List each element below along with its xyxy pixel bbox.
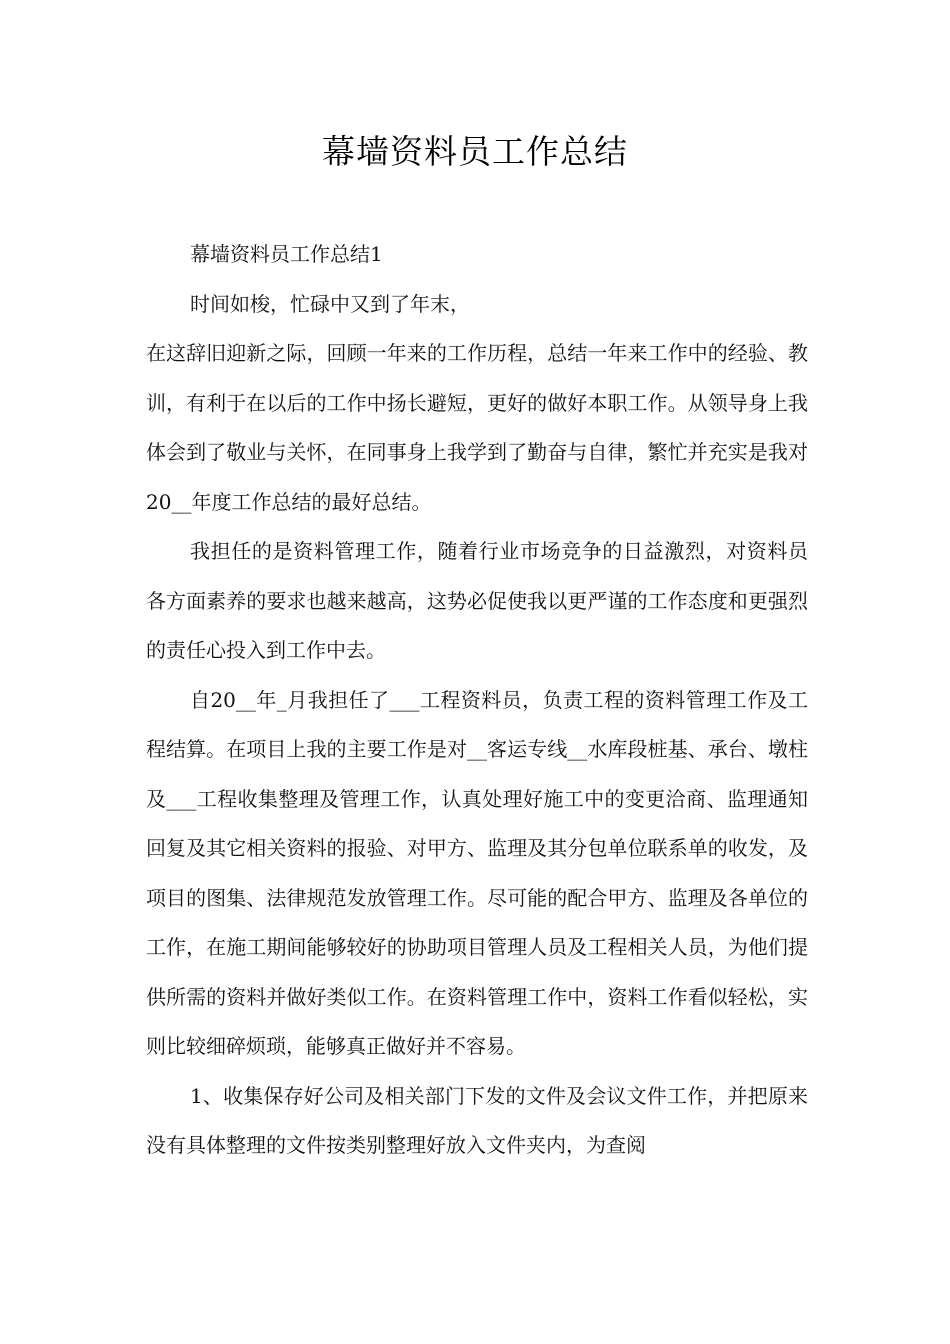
paragraph-4: 自20__年_月我担任了___工程资料员，负责工程的资料管理工作及工程结算。在项目上我的主要工作是对__客运专线__水库段桩基、承台、墩柱及___工程收集整理及管理工作，认真处理好施工中的变更洽商、监理通知回复及其它相关资料的报验、对甲方、监理及其分包单位联系单的收发，及项目的图集、法律规范发放管理工作。尽可能的配合甲方、监理及各单位的工作，在施工期间能够较好的协助项目管理人员及工程相关人员，为他们提供所需的资料并做好类似工作。在资料管理工作中，资料工作看似轻松，实则比较细碎烦琐，能够真正做好并不容易。 — [146, 687, 808, 1058]
paragraph-3: 我担任的是资料管理工作，随着行业市场竞争的日益激烈，对资料员各方面素养的要求也越来越高，这势必促使我以更严谨的工作态度和更强烈的责任心投入到工作中去。 — [146, 539, 808, 662]
paragraph-5: 1、收集保存好公司及相关部门下发的文件及会议文件工作，并把原来没有具体整理的文件按类别整理好放入文件夹内，为查阅 — [146, 1083, 808, 1157]
paragraph-2: 在这辞旧迎新之际，回顾一年来的工作历程，总结一年来工作中的经验、教训，有利于在以后的工作中扬长避短，更好的做好本职工作。从领导身上我体会到了敬业与关怀，在同事身上我学到了勤奋与自律，繁忙并充实是我对20__年度工作总结的最好总结。 — [146, 341, 808, 514]
document-title: 幕墙资料员工作总结 — [322, 132, 628, 171]
section-heading: 幕墙资料员工作总结1 — [190, 242, 383, 266]
document-body — [146, 230, 808, 1171]
paragraph-1: 时间如梭，忙碌中又到了年末， — [190, 291, 470, 316]
